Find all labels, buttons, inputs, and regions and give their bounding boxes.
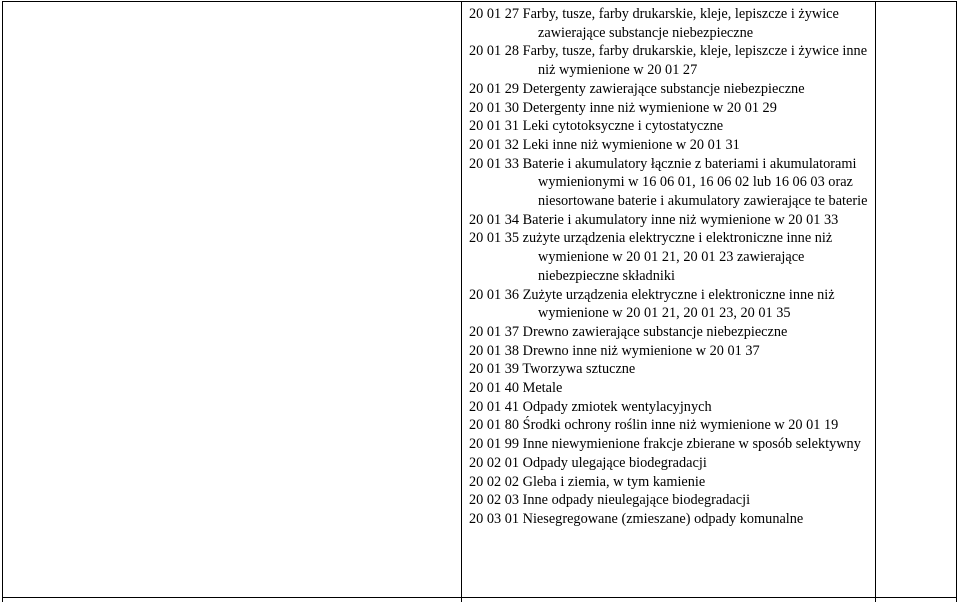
waste-code-list xyxy=(469,5,871,529)
waste-entry: 20 01 37 Drewno zawierające substancje niebezpieczne xyxy=(469,323,788,340)
waste-entry: 20 01 36 Zużyte urządzenia elektryczne i elektroniczne inne niż wymienione w 20 01 21, 20 01 23, 20 01 35 xyxy=(469,286,835,322)
waste-entry: 20 01 27 Farby, tusze, farby drukarskie, kleje, lepiszcze i żywice zawierające substancje niebezpieczne xyxy=(469,6,839,41)
waste-entry: 20 01 99 Inne niewymienione frakcje zbierane w sposób selektywny xyxy=(469,436,861,453)
waste-entry: 20 01 38 Drewno inne niż wymienione w 20 01 37 xyxy=(469,342,760,359)
waste-entry: 20 03 01 Niesegregowane (zmieszane) odpady komunalne xyxy=(469,510,804,527)
table-bottom-border xyxy=(2,597,957,598)
waste-entry: 20 02 02 Gleba i ziemia, w tym kamienie xyxy=(469,473,706,490)
waste-entry: 20 01 40 Metale xyxy=(469,380,563,397)
waste-entry: 20 01 33 Baterie i akumulatory łącznie z bateriami i akumulatorami wymienionymi w 16 06 01, 16 06 02 lub 16 06 03 oraz niesortowane baterie i akumulatory zawierające te baterie xyxy=(469,155,868,210)
waste-entry: 20 01 34 Baterie i akumulatory inne niż wymienione w 20 01 33 xyxy=(469,211,839,228)
column-divider-1 xyxy=(461,1,462,602)
table-right-border xyxy=(956,1,957,602)
waste-entry: 20 02 03 Inne odpady nieulegające biodegradacji xyxy=(469,492,751,509)
waste-entry: 20 01 39 Tworzywa sztuczne xyxy=(469,361,636,378)
waste-entry: 20 01 41 Odpady zmiotek wentylacyjnych xyxy=(469,398,712,415)
waste-entry: 20 01 31 Leki cytotoksyczne i cytostatyczne xyxy=(469,118,724,135)
waste-entry: 20 02 01 Odpady ulegające biodegradacji xyxy=(469,454,707,471)
waste-entry: 20 01 28 Farby, tusze, farby drukarskie, kleje, lepiszcze i żywice inne niż wymienione w 20 01 27 xyxy=(469,43,868,79)
waste-entry: 20 01 30 Detergenty inne niż wymienione w 20 01 29 xyxy=(469,99,777,116)
waste-entry: 20 01 29 Detergenty zawierające substancje niebezpieczne xyxy=(469,80,805,97)
table-top-border xyxy=(2,1,957,2)
waste-entry: 20 01 80 Środki ochrony roślin inne niż wymienione w 20 01 19 xyxy=(469,417,839,434)
column-divider-2 xyxy=(875,1,876,602)
waste-entry: 20 01 32 Leki inne niż wymienione w 20 01 31 xyxy=(469,136,740,153)
table-left-border xyxy=(2,1,3,602)
waste-entry: 20 01 35 zużyte urządzenia elektryczne i elektroniczne inne niż wymienione w 20 01 21, 20 01 23 zawierające niebezpieczne składniki xyxy=(469,230,833,284)
